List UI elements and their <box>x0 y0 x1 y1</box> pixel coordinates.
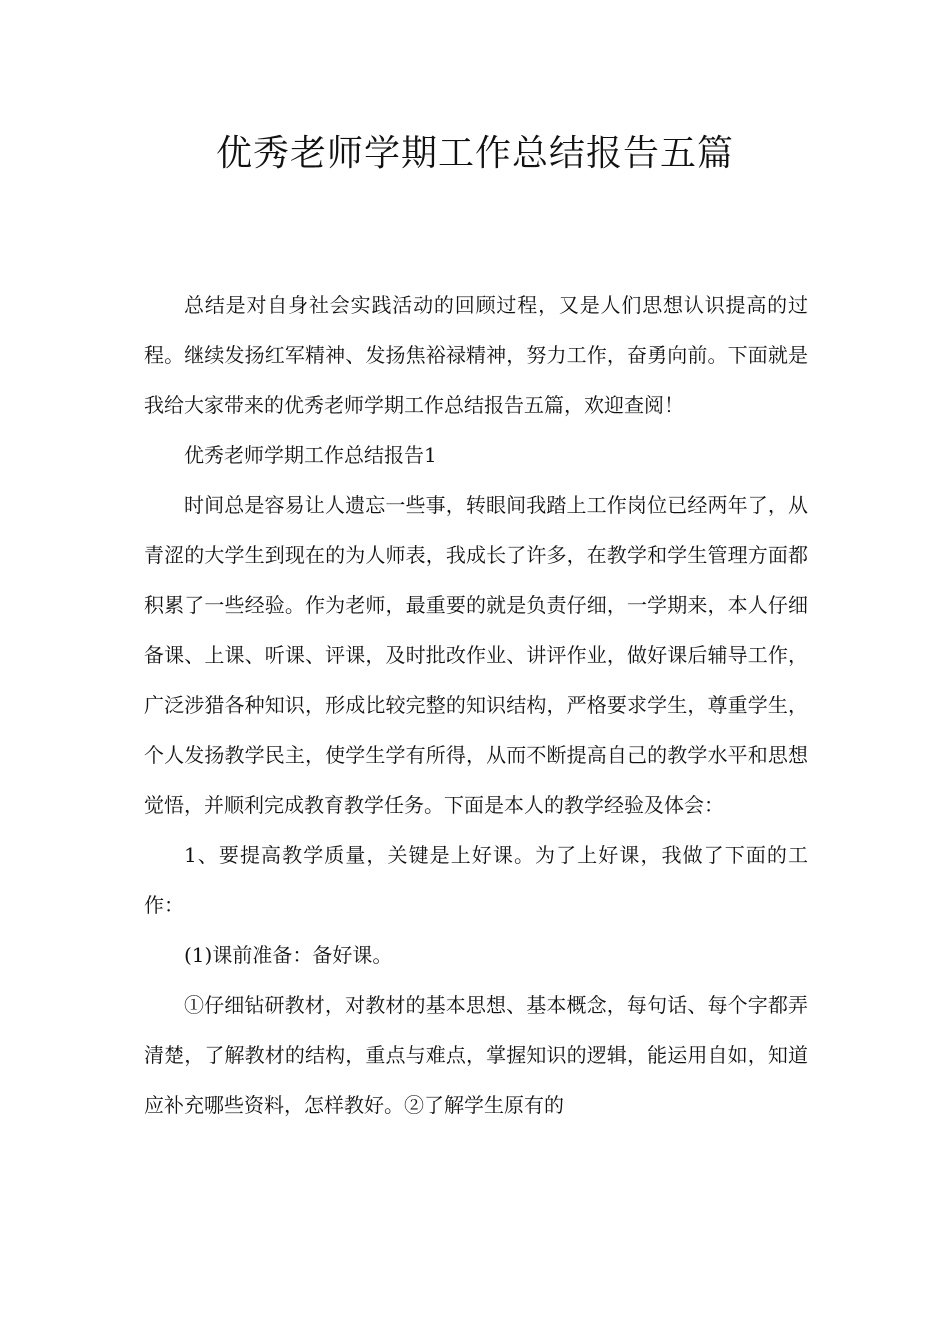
body-paragraph: (1)课前准备：备好课。 <box>184 943 393 967</box>
intro-paragraph: 总结是对自身社会实践活动的回顾过程，又是人们思想认识提高的过程。继续发扬红军精神、发扬焦裕禄精神，努力工作，奋勇向前。下面就是我给大家带来的优秀老师学期工作总结报告五篇，欢迎查阅！ <box>144 293 808 417</box>
section-heading: 优秀老师学期工作总结报告1 <box>184 443 437 467</box>
document-body <box>144 280 808 1130</box>
body-paragraph: ①仔细钻研教材，对教材的基本思想、基本概念，每句话、每个字都弄清楚，了解教材的结构，重点与难点，掌握知识的逻辑，能运用自如，知道应补充哪些资料，怎样教好。②了解学生原有的 <box>144 993 808 1117</box>
body-paragraph: 时间总是容易让人遗忘一些事，转眼间我踏上工作岗位已经两年了，从青涩的大学生到现在的为人师表，我成长了许多，在教学和学生管理方面都积累了一些经验。作为老师，最重要的就是负责仔细，一学期来，本人仔细备课、上课、听课、评课，及时批改作业、讲评作业，做好课后辅导工作，广泛涉猎各种知识，形成比较完整的知识结构，严格要求学生，尊重学生，个人发扬教学民主，使学生学有所得，从而不断提高自己的教学水平和思想觉悟，并顺利完成教育教学任务。下面是本人的教学经验及体会： <box>144 493 808 817</box>
document-title: 优秀老师学期工作总结报告五篇 <box>215 133 734 174</box>
body-paragraph: 1、要提高教学质量，关键是上好课。为了上好课，我做了下面的工作： <box>144 843 808 917</box>
